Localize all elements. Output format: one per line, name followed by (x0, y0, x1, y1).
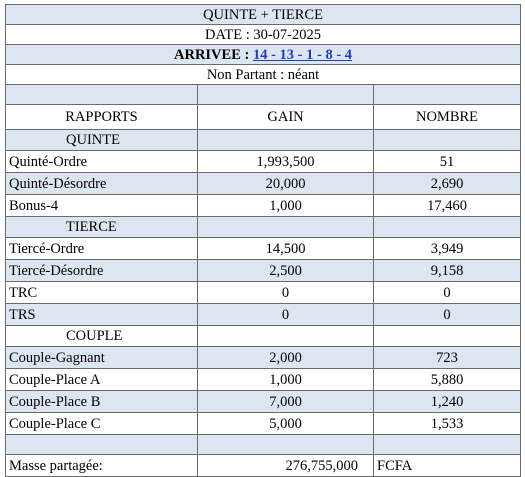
table-row (6, 238, 521, 260)
row-label: Tiercé-Ordre (6, 238, 198, 260)
table-row (6, 195, 521, 217)
masse-amount: 276,755,000 (198, 455, 374, 477)
table-row (6, 413, 521, 435)
row-label: Quinté-Désordre (6, 173, 198, 195)
row-nombre: 0 (374, 282, 521, 304)
row-nombre: 723 (374, 347, 521, 369)
row-gain: 0 (198, 304, 374, 326)
section-title: TIERCE (6, 217, 198, 238)
row-gain: 1,000 (198, 195, 374, 217)
date-row (6, 25, 521, 45)
row-nombre: 9,158 (374, 260, 521, 282)
row-label: Quinté-Ordre (6, 151, 198, 173)
table-row (6, 282, 521, 304)
row-label: Couple-Place C (6, 413, 198, 435)
results-table (5, 4, 521, 477)
rapports-header: RAPPORTS (6, 105, 198, 130)
row-nombre: 1,533 (374, 413, 521, 435)
footer-row (6, 455, 521, 477)
row-gain: 5,000 (198, 413, 374, 435)
row-gain: 1,993,500 (198, 151, 374, 173)
section-title: QUINTE (6, 130, 198, 151)
row-gain: 2,000 (198, 347, 374, 369)
row-label: Couple-Place B (6, 391, 198, 413)
table-row (6, 151, 521, 173)
table-row (6, 260, 521, 282)
non-partant-row (6, 65, 521, 85)
row-nombre: 5,880 (374, 369, 521, 391)
row-nombre: 3,949 (374, 238, 521, 260)
row-nombre: 0 (374, 304, 521, 326)
race-title: QUINTE + TIERCE (6, 5, 521, 25)
section-tierce (6, 217, 521, 238)
table-row (6, 369, 521, 391)
table-row (6, 391, 521, 413)
column-header-row (6, 105, 521, 130)
table-row (6, 304, 521, 326)
arrivee-row (6, 45, 521, 65)
row-label: Couple-Gagnant (6, 347, 198, 369)
section-quinte (6, 130, 521, 151)
row-gain: 2,500 (198, 260, 374, 282)
title-row (6, 5, 521, 25)
row-nombre: 1,240 (374, 391, 521, 413)
row-gain: 0 (198, 282, 374, 304)
nombre-header: NOMBRE (374, 105, 521, 130)
row-label: Couple-Place A (6, 369, 198, 391)
row-gain: 7,000 (198, 391, 374, 413)
non-partant-text: Non Partant : néant (6, 65, 521, 85)
arrivee-label: ARRIVEE : (174, 46, 253, 63)
row-gain: 14,500 (198, 238, 374, 260)
masse-label: Masse partagée: (6, 455, 198, 477)
spacer-row (6, 85, 521, 105)
results-document (5, 4, 520, 477)
row-gain: 20,000 (198, 173, 374, 195)
row-nombre: 2,690 (374, 173, 521, 195)
row-label: TRC (6, 282, 198, 304)
spacer-row (6, 435, 521, 455)
table-row (6, 173, 521, 195)
row-label: Tiercé-Désordre (6, 260, 198, 282)
section-title: COUPLE (6, 326, 198, 347)
masse-currency: FCFA (374, 455, 521, 477)
section-couple (6, 326, 521, 347)
arrivee-cell (6, 45, 521, 65)
arrivee-link[interactable]: 14 - 13 - 1 - 8 - 4 (252, 46, 353, 63)
gain-header: GAIN (198, 105, 374, 130)
row-label: TRS (6, 304, 198, 326)
row-label: Bonus-4 (6, 195, 198, 217)
table-row (6, 347, 521, 369)
race-date: DATE : 30-07-2025 (6, 25, 521, 45)
row-nombre: 51 (374, 151, 521, 173)
row-nombre: 17,460 (374, 195, 521, 217)
row-gain: 1,000 (198, 369, 374, 391)
